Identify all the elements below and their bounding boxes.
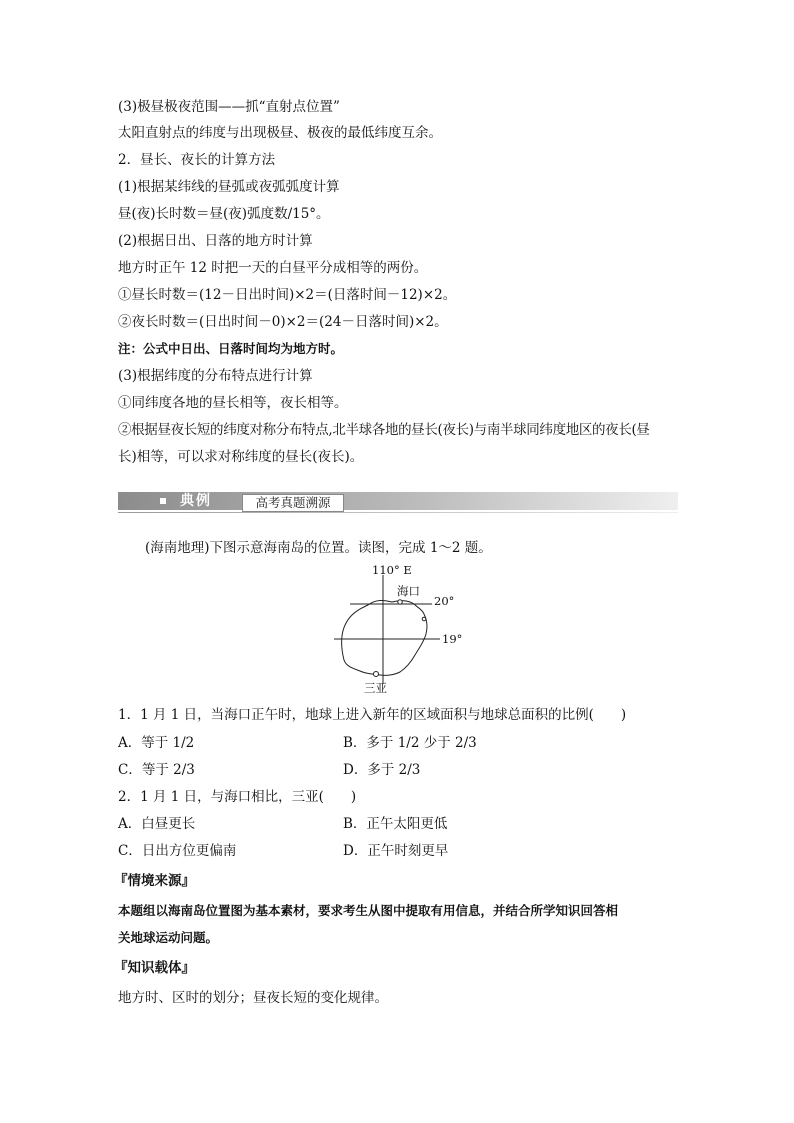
text-line-5: 昼(夜)长时数＝昼(夜)弧度数/15°。 <box>118 206 330 222</box>
banner-underline <box>118 512 678 513</box>
text-line-11: (3)根据纬度的分布特点进行计算 <box>118 368 313 384</box>
text-line-7: 地方时正午 12 时把一天的白昼平分成相等的两份。 <box>118 260 428 276</box>
corner-bracket-open-icon: 『 <box>114 960 128 976</box>
text-line-8: ①昼长时数＝(12－日出时间)×2＝(日落时间－12)×2。 <box>118 287 457 303</box>
question-1-option-b: B．多于 1/2 少于 2/3 <box>343 735 477 751</box>
source-line-1: 本题组以海南岛位置图为基本素材，要求考生从图中提取有用信息，并结合所学知识回答相 <box>118 903 619 918</box>
sanya-marker-icon <box>374 672 379 677</box>
text-line-12: ①同纬度各地的昼长相等，夜长相等。 <box>118 395 348 411</box>
hainan-map-svg <box>326 562 476 698</box>
source-heading <box>114 871 195 891</box>
sanya-label: 三亚 <box>364 681 387 695</box>
text-line-1: (3)极昼极夜范围——抓“直射点位置” <box>118 99 340 115</box>
text-line-2: 太阳直射点的纬度与出现极昼、极夜的最低纬度互余。 <box>118 125 442 141</box>
banner-title: 典例 <box>180 493 212 509</box>
question-1-option-d: D．多于 2/3 <box>343 762 421 778</box>
question-2-stem: 2．1 月 1 日，与海口相比，三亚( ) <box>118 789 357 805</box>
east-coast-marker-icon <box>422 617 426 621</box>
corner-bracket-open-icon: 『 <box>114 873 128 889</box>
question-2-option-a: A．白昼更长 <box>118 816 196 832</box>
hainan-island-outline <box>342 600 427 675</box>
note-line: 注：公式中日出、日落时间均为地方时。 <box>118 341 344 356</box>
source-heading-text: 情境来源 <box>127 873 182 889</box>
question-2-option-b: B．正午太阳更低 <box>343 816 448 832</box>
question-1-option-a: A．等于 1/2 <box>118 735 195 751</box>
example-banner <box>118 492 678 514</box>
haikou-marker-icon <box>398 600 402 604</box>
text-line-14: 长)相等，可以求对称纬度的昼长(夜长)。 <box>118 449 364 465</box>
question-2-option-d: D．正午时刻更早 <box>343 843 449 859</box>
latitude-19-label: 19° <box>442 632 463 646</box>
text-line-3: 2．昼长、夜长的计算方法 <box>118 152 276 168</box>
banner-tag: 高考真题溯源 <box>242 494 344 512</box>
question-intro: (海南地理)下图示意海南岛的位置。读图，完成 1～2 题。 <box>145 540 492 556</box>
source-line-2: 关地球运动问题。 <box>118 930 219 945</box>
haikou-label: 海口 <box>397 584 420 598</box>
question-1-option-c: C．等于 2/3 <box>118 762 195 778</box>
text-line-6: (2)根据日出、日落的地方时计算 <box>118 233 313 249</box>
hainan-map <box>326 562 476 698</box>
knowledge-heading <box>114 958 195 978</box>
corner-bracket-close-icon: 』 <box>181 960 195 976</box>
text-line-9: ②夜长时数＝(日出时间－0)×2＝(24－日落时间)×2。 <box>118 314 448 330</box>
text-line-13: ②根据昼夜长短的纬度对称分布特点,北半球各地的昼长(夜长)与南半球同纬度地区的夜长(昼 <box>118 422 650 438</box>
question-2-option-c: C．日出方位更偏南 <box>118 843 237 859</box>
square-bullet-icon <box>160 498 166 504</box>
text-line-4: (1)根据某纬线的昼弧或夜弧弧度计算 <box>118 179 340 195</box>
knowledge-heading-text: 知识载体 <box>127 960 182 976</box>
question-1-stem: 1．1 月 1 日，当海口正午时，地球上进入新年的区域面积与地球总面积的比例( ) <box>118 707 627 723</box>
knowledge-line-1: 地方时、区时的划分；昼夜长短的变化规律。 <box>118 990 388 1006</box>
latitude-20-label: 20° <box>434 594 455 608</box>
corner-bracket-close-icon: 』 <box>181 873 195 889</box>
longitude-label: 110° E <box>372 563 412 577</box>
